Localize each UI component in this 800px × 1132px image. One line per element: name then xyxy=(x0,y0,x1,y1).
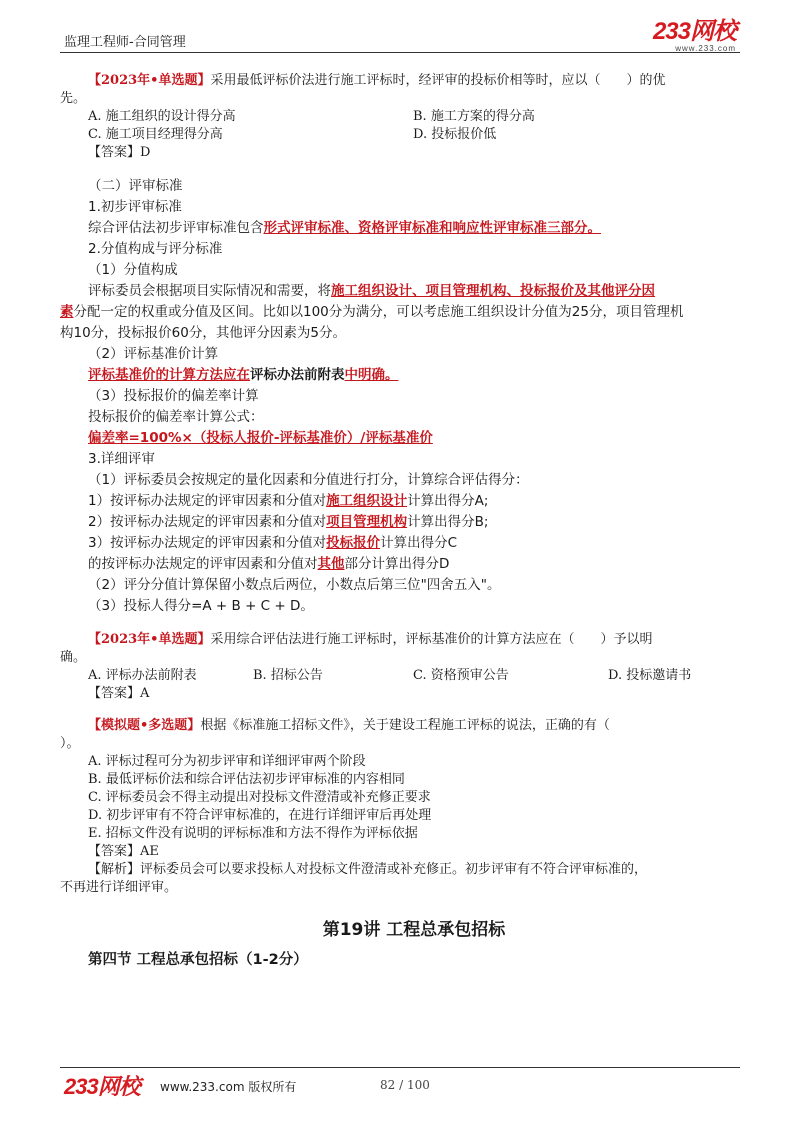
question-stem: 采用综合评估法进行施工评标时，评标基准价的计算方法应在（ ）予以明 xyxy=(210,632,653,647)
question-stem-cont: 先。 xyxy=(60,91,87,106)
paragraph: 评标基准价的计算方法应在评标办法前附表中明确。 xyxy=(88,367,399,383)
logo-url: www.233.com xyxy=(675,44,736,53)
header-title: 监理工程师-合同管理 xyxy=(64,35,186,50)
lecture-title: 第19讲 工程总承包招标 xyxy=(322,920,506,940)
option-b: B. 招标公告 xyxy=(253,668,323,683)
heading: 1.初步评审标准 xyxy=(88,199,182,215)
heading: （2）评标基准价计算 xyxy=(88,346,219,362)
option-b: B. 施工方案的得分高 xyxy=(413,109,535,124)
highlight: 施工组织设计、项目管理机构、投标报价及其他评分因 xyxy=(331,283,655,299)
heading: 2.分值构成与评分标准 xyxy=(88,241,223,257)
question-3 xyxy=(60,717,740,897)
question-stem: 采用最低评标价法进行施工评标时，经评审的投标价相等时，应以（ ）的优 xyxy=(210,73,666,88)
logo[interactable] xyxy=(653,20,736,53)
highlight: 中明确。 xyxy=(344,367,399,383)
logo-text: 233网校 xyxy=(652,18,736,45)
highlight: 形式评审标准、资格评审标准和响应性评审标准三部分 xyxy=(263,220,588,236)
list-item: 的按评标办法规定的评审因素和分值对其他部分计算出得分D xyxy=(88,556,450,572)
option-c: C. 施工项目经理得分高 xyxy=(88,127,223,142)
option-c: C. 资格预审公告 xyxy=(413,668,509,683)
options-row xyxy=(88,667,740,685)
question-1 xyxy=(60,72,740,162)
paragraph: 综合评估法初步评审标准包含形式评审标准、资格评审标准和响应性评审标准三部分。 xyxy=(88,220,601,236)
footer-logo[interactable]: 233网校 xyxy=(64,1074,140,1099)
list-item: 2）按评标办法规定的评审因素和分值对项目管理机构计算出得分B; xyxy=(88,514,489,530)
option-a: A. 施工组织的设计得分高 xyxy=(88,109,236,124)
question-tag: 【2023年•单选题】 xyxy=(88,73,211,88)
question-2 xyxy=(60,631,740,703)
option-e: E. 招标文件没有说明的评标标准和方法不得作为评标依据 xyxy=(88,826,418,841)
header-divider xyxy=(60,52,740,53)
paragraph: （2）评分分值计算保留小数点后两位，小数点后第三位"四舍五入"。 xyxy=(88,577,501,593)
option-d: D. 投标邀请书 xyxy=(608,668,692,683)
question-stem: 根据《标准施工招标文件》，关于建设工程施工评标的说法，正确的有（ xyxy=(200,718,610,733)
heading: （3）投标报价的偏差率计算 xyxy=(88,388,259,404)
options-row xyxy=(88,108,740,126)
option-d: D. 投标报价低 xyxy=(413,127,497,142)
list-item: 3）按评标办法规定的评审因素和分值对投标报价计算出得分C xyxy=(88,535,458,551)
question-stem-cont: ）。 xyxy=(60,736,80,751)
highlight: 评标基准价的计算方法应在 xyxy=(88,367,250,383)
option-c: C. 评标委员会不得主动提出对投标文件澄清或补充修正要求 xyxy=(88,790,431,805)
paragraph-cont: 构10分，投标报价60分，其他评分因素为5分。 xyxy=(60,325,346,341)
main-text xyxy=(60,176,740,617)
analysis-text: 评标委员会可以要求投标人对投标文件澄清或补充修正。初步评审有不符合评审标准的， xyxy=(140,862,648,877)
question-tag: 【2023年•单选题】 xyxy=(88,632,211,647)
paragraph: 投标报价的偏差率计算公式： xyxy=(88,409,264,425)
formula xyxy=(88,428,740,449)
highlight: 项目管理机构 xyxy=(326,514,408,530)
analysis-tag: 【解析】 xyxy=(88,862,141,877)
highlight: 其他 xyxy=(317,556,345,572)
option-a: A. 评标办法前附表 xyxy=(88,668,197,683)
highlight: 素 xyxy=(60,304,74,320)
highlight: 偏差率=100%×（投标人报价-评标基准价）/评标基准价 xyxy=(88,430,433,446)
option-d: D. 初步评审有不符合评审标准的，在进行详细评审后再处理 xyxy=(88,808,432,823)
list-item: 1）按评标办法规定的评审因素和分值对施工组织设计计算出得分A; xyxy=(88,493,489,509)
heading: （二）评审标准 xyxy=(88,178,183,194)
answer: 【答案】A xyxy=(88,686,150,701)
option-a: A. 评标过程可分为初步评审和详细评审两个阶段 xyxy=(88,754,366,769)
paragraph: 评标委员会根据项目实际情况和需要，将施工组织设计、项目管理机构、投标报价及其他评分因 xyxy=(88,283,655,299)
paragraph: （3）投标人得分=A + B + C + D。 xyxy=(88,598,314,614)
heading: 3.详细评审 xyxy=(88,451,155,467)
options-row xyxy=(88,126,740,144)
answer: 【答案】D xyxy=(88,145,151,160)
section-title: 第四节 工程总承包招标（1-2分） xyxy=(88,952,308,968)
option-b: B. 最低评标价法和综合评估法初步评审标准的内容相同 xyxy=(88,772,405,787)
footer-copyright: www.233.com 版权所有 xyxy=(160,1080,297,1094)
answer: 【答案】AE xyxy=(88,844,159,859)
analysis-text-cont: 不再进行详细评审。 xyxy=(60,880,178,895)
page-content xyxy=(60,72,740,969)
paragraph: （1）评标委员会按规定的量化因素和分值进行打分，计算综合评估得分： xyxy=(88,472,529,488)
highlight: 投标报价 xyxy=(326,535,381,551)
page-number: 82 / 100 xyxy=(380,1078,430,1092)
highlight: 施工组织设计 xyxy=(326,493,408,509)
footer-divider xyxy=(60,1067,740,1068)
question-tag: 【模拟题•多选题】 xyxy=(88,718,201,733)
question-stem-cont: 确。 xyxy=(60,650,87,665)
paragraph-cont: 素分配一定的权重或分值及区间。比如以100分为满分，可以考虑施工组织设计分值为25分，项目管理机 xyxy=(60,304,684,320)
heading: （1）分值构成 xyxy=(88,262,178,278)
